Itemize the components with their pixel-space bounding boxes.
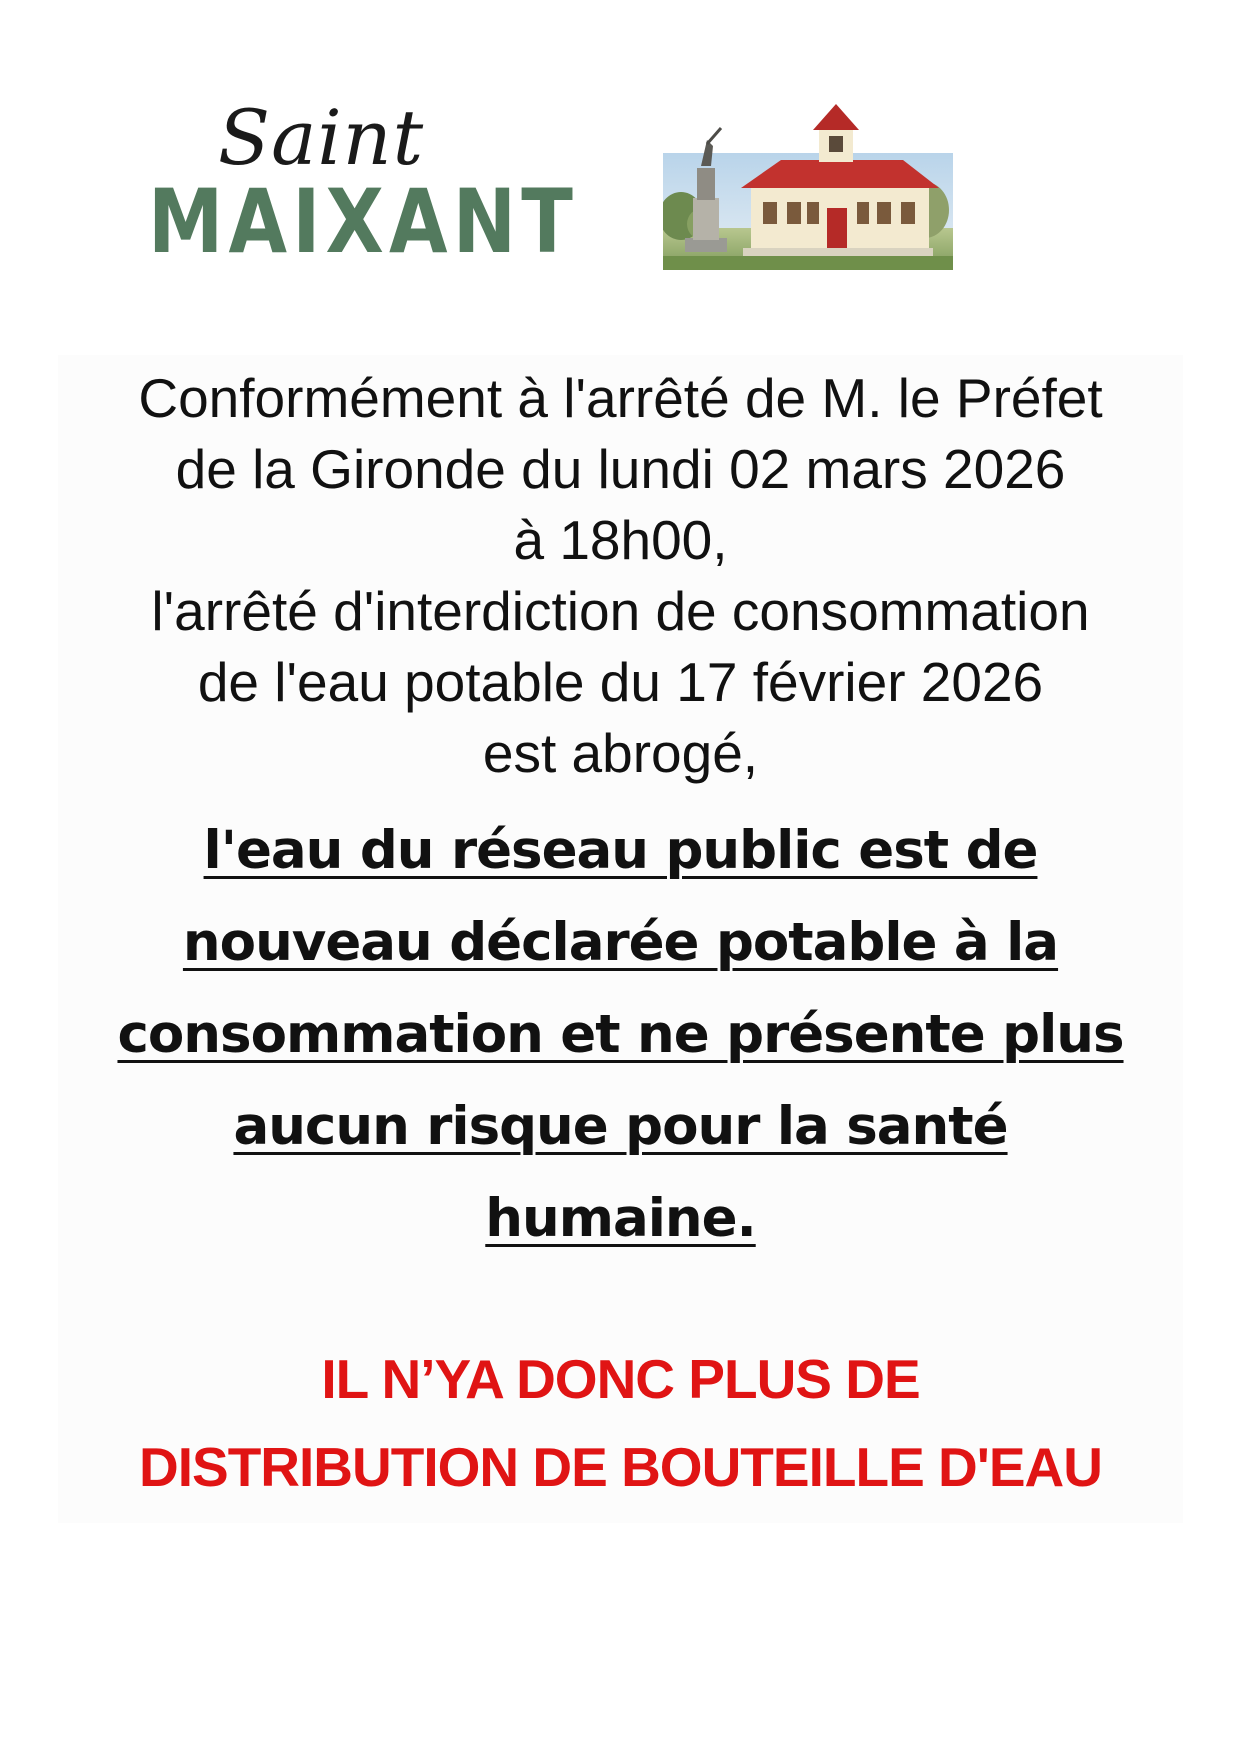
saint-maixant-logo — [148, 93, 579, 273]
statement-line: consommation et ne présente plus — [117, 1004, 1124, 1065]
town-hall-image — [663, 98, 953, 270]
intro-line: est abrogé, — [482, 722, 759, 784]
statement-line: l'eau du réseau public est de — [203, 820, 1038, 881]
notice-line: DISTRIBUTION DE BOUTEILLE D'EAU — [139, 1436, 1102, 1498]
intro-line: Conformément à l'arrêté de M. le Préfet — [138, 367, 1103, 429]
logo-main-text: MAIXANT — [148, 170, 579, 273]
potable-water-statement — [58, 805, 1183, 1265]
intro-line: de la Gironde du lundi 02 mars 2026 — [175, 438, 1066, 500]
decree-intro-text — [58, 363, 1183, 789]
statement-line: aucun risque pour la santé — [233, 1096, 1008, 1157]
statement-line: nouveau déclarée potable à la — [182, 912, 1059, 973]
statement-line: humaine. — [485, 1188, 756, 1249]
intro-line: de l'eau potable du 17 février 2026 — [197, 651, 1044, 713]
logo-script-text: Saint — [218, 93, 425, 182]
page-header — [0, 0, 1241, 300]
bottle-distribution-notice — [58, 1335, 1183, 1511]
notice-line: IL N’YA DONC PLUS DE — [321, 1348, 920, 1410]
intro-line: l'arrêté d'interdiction de consommation — [151, 580, 1090, 642]
intro-line: à 18h00, — [513, 509, 728, 571]
